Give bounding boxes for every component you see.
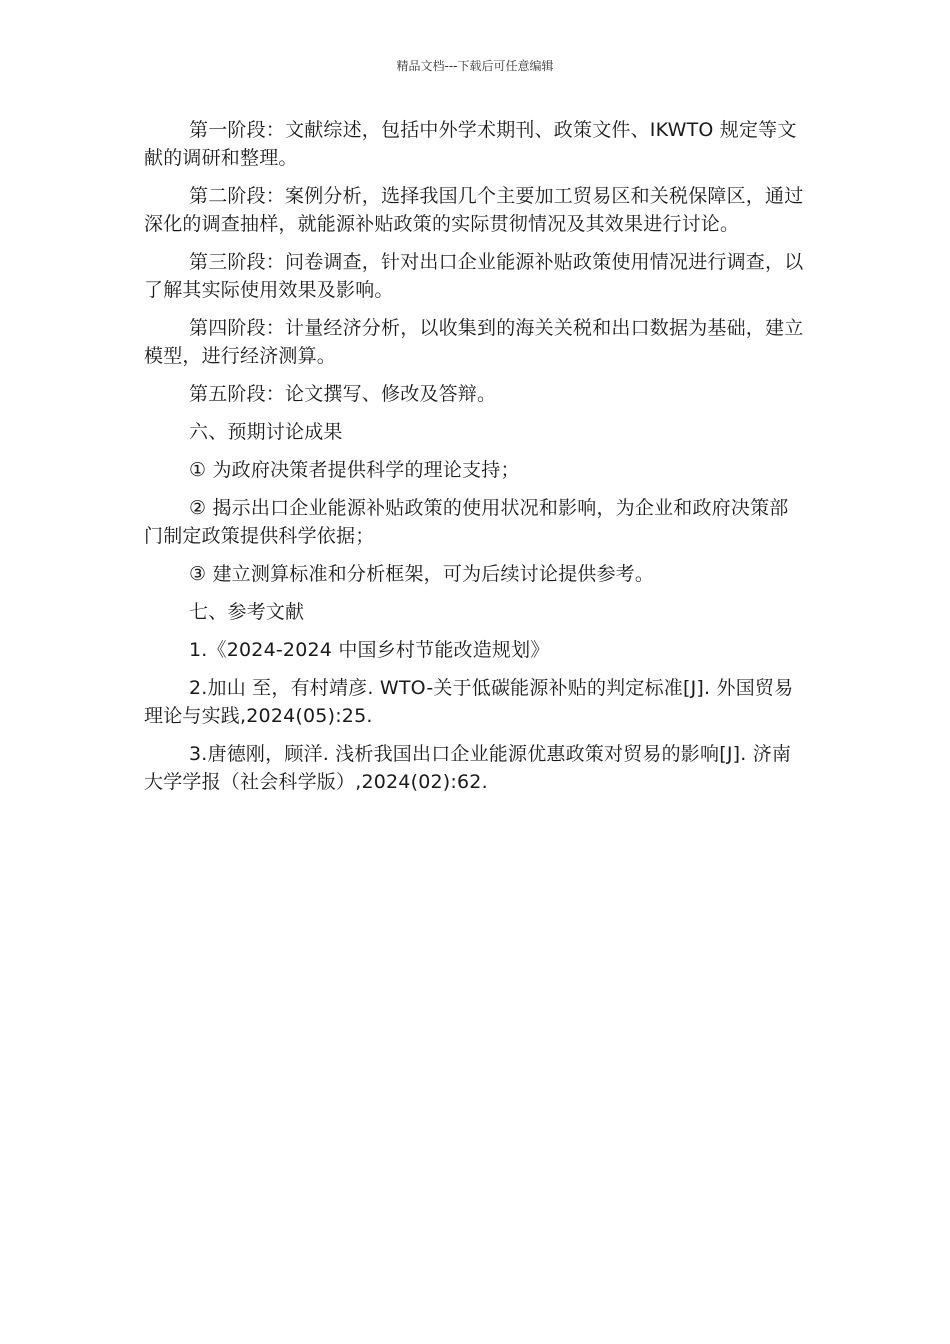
reference-3: 3.唐德刚，顾洋. 浅析我国出口企业能源优惠政策对贸易的影响[J]. 济南大学学报（社会科学版）,2024(02):62.: [144, 743, 792, 793]
reference-1: 1.《2024-2024 中国乡村节能改造规划》: [189, 639, 550, 661]
expected-result-3: ③ 建立测算标准和分析框架，可为后续讨论提供参考。: [189, 563, 655, 585]
page-header: 精品文档---下载后可任意编辑: [396, 59, 554, 73]
stage-1-paragraph: 第一阶段：文献综述，包括中外学术期刊、政策文件、IKWTO 规定等文献的调研和整理。: [144, 119, 797, 169]
expected-result-2: ② 揭示出口企业能源补贴政策的使用状况和影响，为企业和政府决策部门制定政策提供科学依据；: [144, 497, 789, 547]
reference-2: 2.加山 至，有村靖彦. WTO-关于低碳能源补贴的判定标准[J]. 外国贸易理论与实践,2024(05):25.: [144, 677, 794, 727]
section-heading-expected-results: 六、预期讨论成果: [189, 421, 343, 443]
stage-4-paragraph: 第四阶段：计量经济分析，以收集到的海关关税和出口数据为基础，建立模型，进行经济测算。: [144, 317, 804, 367]
stage-2-paragraph: 第二阶段：案例分析，选择我国几个主要加工贸易区和关税保障区，通过深化的调查抽样，就能源补贴政策的实际贯彻情况及其效果进行讨论。: [144, 185, 804, 235]
document-body: [144, 116, 806, 806]
stage-3-paragraph: 第三阶段：问卷调查，针对出口企业能源补贴政策使用情况进行调查，以了解其实际使用效果及影响。: [144, 251, 804, 301]
section-heading-references: 七、参考文献: [189, 601, 305, 623]
expected-result-1: ① 为政府决策者提供科学的理论支持；: [189, 459, 520, 481]
stage-5-paragraph: 第五阶段：论文撰写、修改及答辩。: [189, 383, 497, 405]
